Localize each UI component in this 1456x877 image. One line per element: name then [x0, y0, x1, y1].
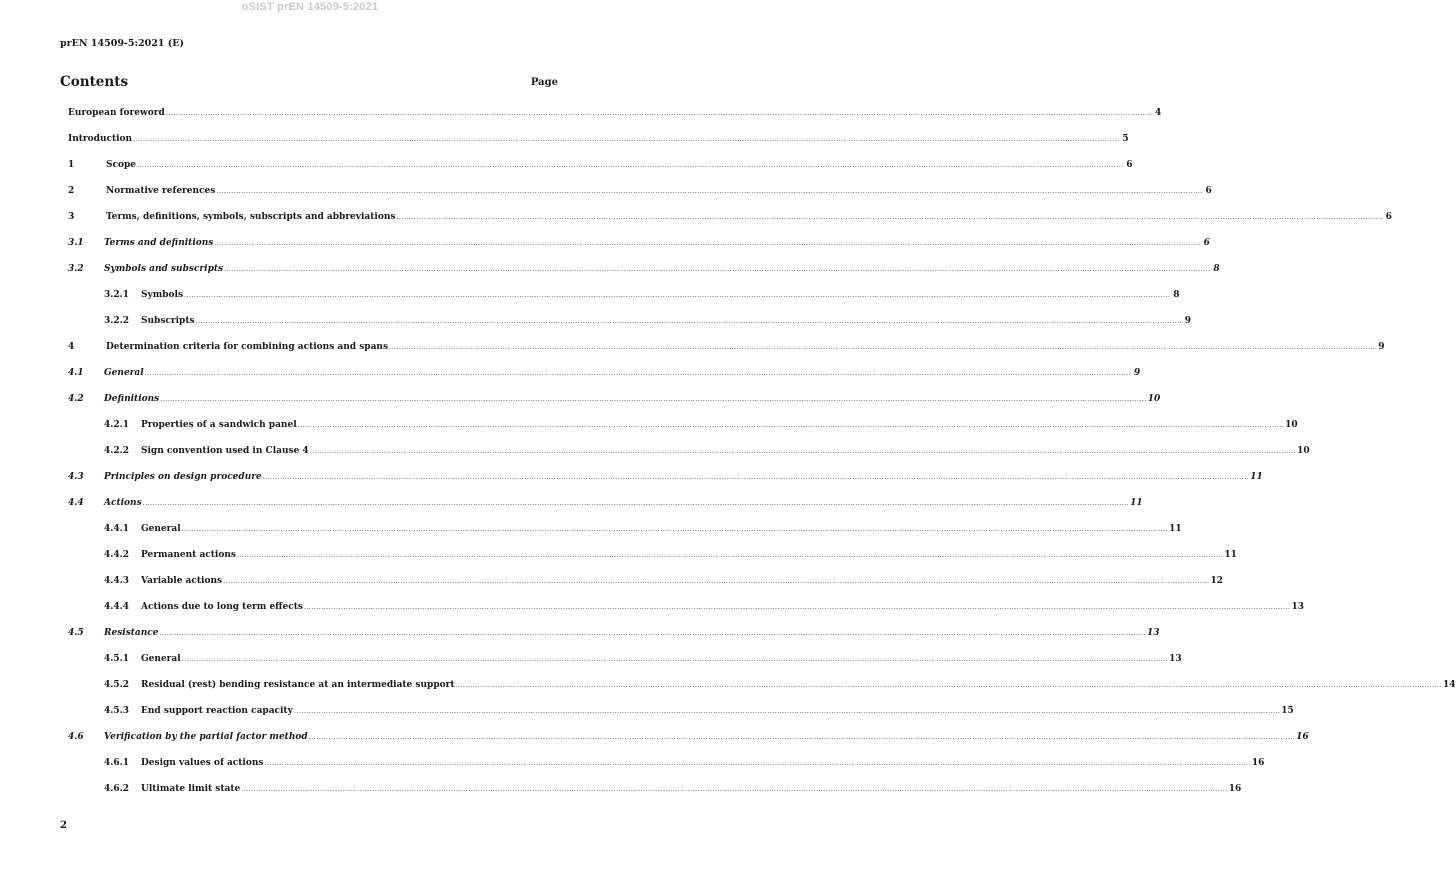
toc-entry-number: 4.4.3 — [104, 576, 130, 586]
toc-dot-leader: ................................................................................................................................................................................................................................................................................................................................................................................................................ — [137, 161, 1124, 169]
toc-entry-title: Permanent actions — [141, 550, 236, 560]
toc-entry-title: Terms, definitions, symbols, subscripts and abbreviations — [106, 212, 396, 222]
toc-entry-page: 16 — [1228, 784, 1242, 794]
footer-page-number: 2 — [60, 820, 67, 831]
toc-entry-title: Variable actions — [141, 576, 223, 586]
toc-dot-leader: ................................................................................................................................................................................................................................................................................................................................................................................................................ — [236, 551, 1224, 559]
toc-dot-leader: ................................................................................................................................................................................................................................................................................................................................................................................................................ — [241, 785, 1228, 793]
toc-entry-number: 2 — [68, 186, 75, 196]
toc-entry-number: 4.5.2 — [104, 680, 130, 690]
toc-entry-title: Residual (rest) bending resistance at an intermediate support — [141, 680, 455, 690]
toc-entry[interactable] — [68, 623, 1160, 649]
toc-entry[interactable] — [68, 363, 1141, 389]
toc-entry[interactable] — [68, 493, 1143, 519]
document-id: prEN 14509-5:2021 (E) — [60, 38, 184, 49]
toc-entry-page: 14 — [1442, 680, 1456, 690]
toc-entry[interactable] — [68, 311, 1192, 337]
toc-dot-leader: ................................................................................................................................................................................................................................................................................................................................................................................................................ — [181, 525, 1169, 533]
toc-dot-leader: ................................................................................................................................................................................................................................................................................................................................................................................................................ — [304, 603, 1291, 611]
toc-dot-leader: ................................................................................................................................................................................................................................................................................................................................................................................................................ — [389, 343, 1376, 351]
toc-dot-leader: ................................................................................................................................................................................................................................................................................................................................................................................................................ — [216, 187, 1203, 195]
toc-entry-number: 4.3 — [68, 472, 84, 482]
toc-entry-page: 9 — [1184, 316, 1192, 326]
toc-dot-leader: ................................................................................................................................................................................................................................................................................................................................................................................................................ — [165, 109, 1153, 117]
toc-entry-number: 4.4.2 — [104, 550, 130, 560]
toc-dot-leader: ................................................................................................................................................................................................................................................................................................................................................................................................................ — [142, 499, 1130, 507]
toc-entry-title: General — [104, 368, 144, 378]
toc-entry-page: 4 — [1155, 108, 1162, 118]
toc-dot-leader: ................................................................................................................................................................................................................................................................................................................................................................................................................ — [195, 317, 1183, 325]
toc-dot-leader: ................................................................................................................................................................................................................................................................................................................................................................................................................ — [293, 707, 1281, 715]
toc-entry-title: Actions due to long term effects — [141, 602, 303, 612]
toc-entry-page: 8 — [1173, 290, 1180, 300]
toc-entry[interactable] — [68, 155, 1133, 181]
toc-entry[interactable] — [68, 441, 1310, 467]
toc-entry-title: Scope — [106, 160, 137, 170]
toc-entry-page: 6 — [1205, 186, 1212, 196]
toc-dot-leader: ................................................................................................................................................................................................................................................................................................................................................................................................................ — [264, 759, 1251, 767]
toc-entry[interactable] — [68, 649, 1182, 675]
toc-entry-number: 3.2.1 — [104, 290, 130, 300]
toc-dot-leader: ................................................................................................................................................................................................................................................................................................................................................................................................................ — [396, 213, 1383, 221]
toc-entry[interactable] — [68, 597, 1304, 623]
toc-entry-title: General — [141, 524, 181, 534]
toc-entry-number: 3 — [68, 212, 75, 222]
toc-entry-page: 11 — [1130, 498, 1143, 508]
toc-entry[interactable] — [68, 753, 1265, 779]
toc-entry-page: 11 — [1169, 524, 1182, 534]
toc-entry[interactable] — [68, 701, 1294, 727]
toc-entry[interactable] — [68, 727, 1309, 753]
toc-entry[interactable] — [68, 337, 1385, 363]
toc-entry-title: End support reaction capacity — [141, 706, 293, 716]
toc-entry-number: 4.2 — [68, 394, 84, 404]
toc-entry-page: 16 — [1251, 758, 1265, 768]
toc-entry[interactable] — [68, 415, 1298, 441]
toc-entry[interactable] — [68, 207, 1392, 233]
toc-dot-leader: ................................................................................................................................................................................................................................................................................................................................................................................................................ — [262, 473, 1250, 481]
toc-dot-leader: ................................................................................................................................................................................................................................................................................................................................................................................................................ — [133, 135, 1120, 143]
toc-entry[interactable] — [68, 467, 1263, 493]
toc-entry[interactable] — [68, 181, 1212, 207]
table-of-contents — [68, 103, 1456, 805]
toc-entry[interactable] — [68, 571, 1224, 597]
toc-entry-number: 3.2 — [68, 264, 84, 274]
toc-entry[interactable] — [68, 285, 1180, 311]
toc-entry-number: 4.1 — [68, 368, 84, 378]
toc-dot-leader: ................................................................................................................................................................................................................................................................................................................................................................................................................ — [455, 681, 1442, 689]
toc-entry-title: Symbols — [141, 290, 184, 300]
toc-entry-number: 4.4.1 — [104, 524, 130, 534]
toc-entry[interactable] — [68, 259, 1220, 285]
toc-entry-title: Principles on design procedure — [104, 472, 262, 482]
toc-entry-title: Properties of a sandwich panel — [141, 420, 297, 430]
toc-dot-leader: ................................................................................................................................................................................................................................................................................................................................................................................................................ — [223, 577, 1210, 585]
toc-entry[interactable] — [68, 779, 1242, 805]
toc-entry-page: 15 — [1281, 706, 1294, 716]
toc-entry[interactable] — [68, 519, 1182, 545]
toc-dot-leader: ................................................................................................................................................................................................................................................................................................................................................................................................................ — [309, 447, 1297, 455]
toc-entry-page: 12 — [1210, 576, 1224, 586]
toc-entry-number: 1 — [68, 160, 75, 170]
toc-entry-number: 4.6.1 — [104, 758, 130, 768]
toc-entry-number: 3.2.2 — [104, 316, 130, 326]
contents-title: Contents — [60, 74, 129, 90]
toc-entry-title: Introduction — [68, 134, 133, 144]
toc-entry-page: 13 — [1146, 628, 1160, 638]
toc-entry[interactable] — [68, 389, 1161, 415]
toc-entry-page: 10 — [1297, 446, 1310, 456]
toc-entry-page: 13 — [1169, 654, 1182, 664]
toc-entry-page: 9 — [1378, 342, 1385, 352]
toc-entry-title: Sign convention used in Clause 4 — [141, 446, 309, 456]
toc-entry-page: 11 — [1250, 472, 1263, 482]
toc-entry-page: 8 — [1213, 264, 1220, 274]
toc-entry-title: Terms and definitions — [104, 238, 214, 248]
toc-dot-leader: ................................................................................................................................................................................................................................................................................................................................................................................................................ — [160, 395, 1147, 403]
toc-dot-leader: ................................................................................................................................................................................................................................................................................................................................................................................................................ — [308, 733, 1296, 741]
toc-entry-page: 13 — [1291, 602, 1304, 612]
toc-dot-leader: ................................................................................................................................................................................................................................................................................................................................................................................................................ — [184, 291, 1171, 299]
toc-entry-number: 4.4 — [68, 498, 84, 508]
toc-entry-title: General — [141, 654, 181, 664]
toc-entry-number: 4.2.2 — [104, 446, 130, 456]
toc-dot-leader: ................................................................................................................................................................................................................................................................................................................................................................................................................ — [159, 629, 1146, 637]
toc-entry-title: Actions — [104, 498, 142, 508]
toc-dot-leader: ................................................................................................................................................................................................................................................................................................................................................................................................................ — [224, 265, 1211, 273]
toc-entry-page: 5 — [1122, 134, 1129, 144]
toc-dot-leader: ................................................................................................................................................................................................................................................................................................................................................................................................................ — [214, 239, 1201, 247]
toc-entry-page: 9 — [1133, 368, 1141, 378]
toc-entry[interactable] — [68, 129, 1129, 155]
toc-entry-title: Determination criteria for combining actions and spans — [106, 342, 389, 352]
toc-entry-number: 4.6 — [68, 732, 84, 742]
toc-entry-title: Subscripts — [141, 316, 195, 326]
toc-entry[interactable] — [68, 233, 1210, 259]
toc-entry-number: 4.5 — [68, 628, 84, 638]
toc-entry-title: Symbols and subscripts — [104, 264, 224, 274]
page-column-header: Page — [530, 77, 558, 88]
toc-entry-page: 6 — [1126, 160, 1133, 170]
toc-entry-page: 10 — [1147, 394, 1161, 404]
toc-entry-page: 6 — [1203, 238, 1210, 248]
toc-entry-title: Verification by the partial factor method — [104, 732, 308, 742]
toc-entry-title: Ultimate limit state — [141, 784, 241, 794]
toc-entry-number: 4.4.4 — [104, 602, 130, 612]
toc-entry-page: 11 — [1224, 550, 1237, 560]
toc-entry-number: 3.1 — [68, 238, 84, 248]
toc-entry-title: European foreword — [68, 108, 165, 118]
toc-entry-number: 4.5.1 — [104, 654, 130, 664]
toc-entry-title: Definitions — [104, 394, 160, 404]
toc-entry-number: 4.2.1 — [104, 420, 130, 430]
toc-entry-number: 4.6.2 — [104, 784, 130, 794]
watermark: oSIST prEN 14509-5:2021 — [241, 1, 379, 13]
toc-entry-page: 16 — [1296, 732, 1309, 742]
toc-entry-page: 6 — [1385, 212, 1392, 222]
toc-dot-leader: ................................................................................................................................................................................................................................................................................................................................................................................................................ — [181, 655, 1169, 663]
toc-entry-number: 4 — [68, 342, 75, 352]
toc-entry-title: Normative references — [106, 186, 216, 196]
toc-dot-leader: ................................................................................................................................................................................................................................................................................................................................................................................................................ — [297, 421, 1285, 429]
toc-entry-title: Resistance — [104, 628, 159, 638]
toc-entry[interactable] — [68, 103, 1162, 129]
toc-entry-page: 10 — [1285, 420, 1298, 430]
toc-entry[interactable] — [68, 675, 1456, 701]
toc-entry-number: 4.5.3 — [104, 706, 130, 716]
toc-dot-leader: ................................................................................................................................................................................................................................................................................................................................................................................................................ — [144, 369, 1132, 377]
toc-entry-title: Design values of actions — [141, 758, 264, 768]
toc-entry[interactable] — [68, 545, 1237, 571]
